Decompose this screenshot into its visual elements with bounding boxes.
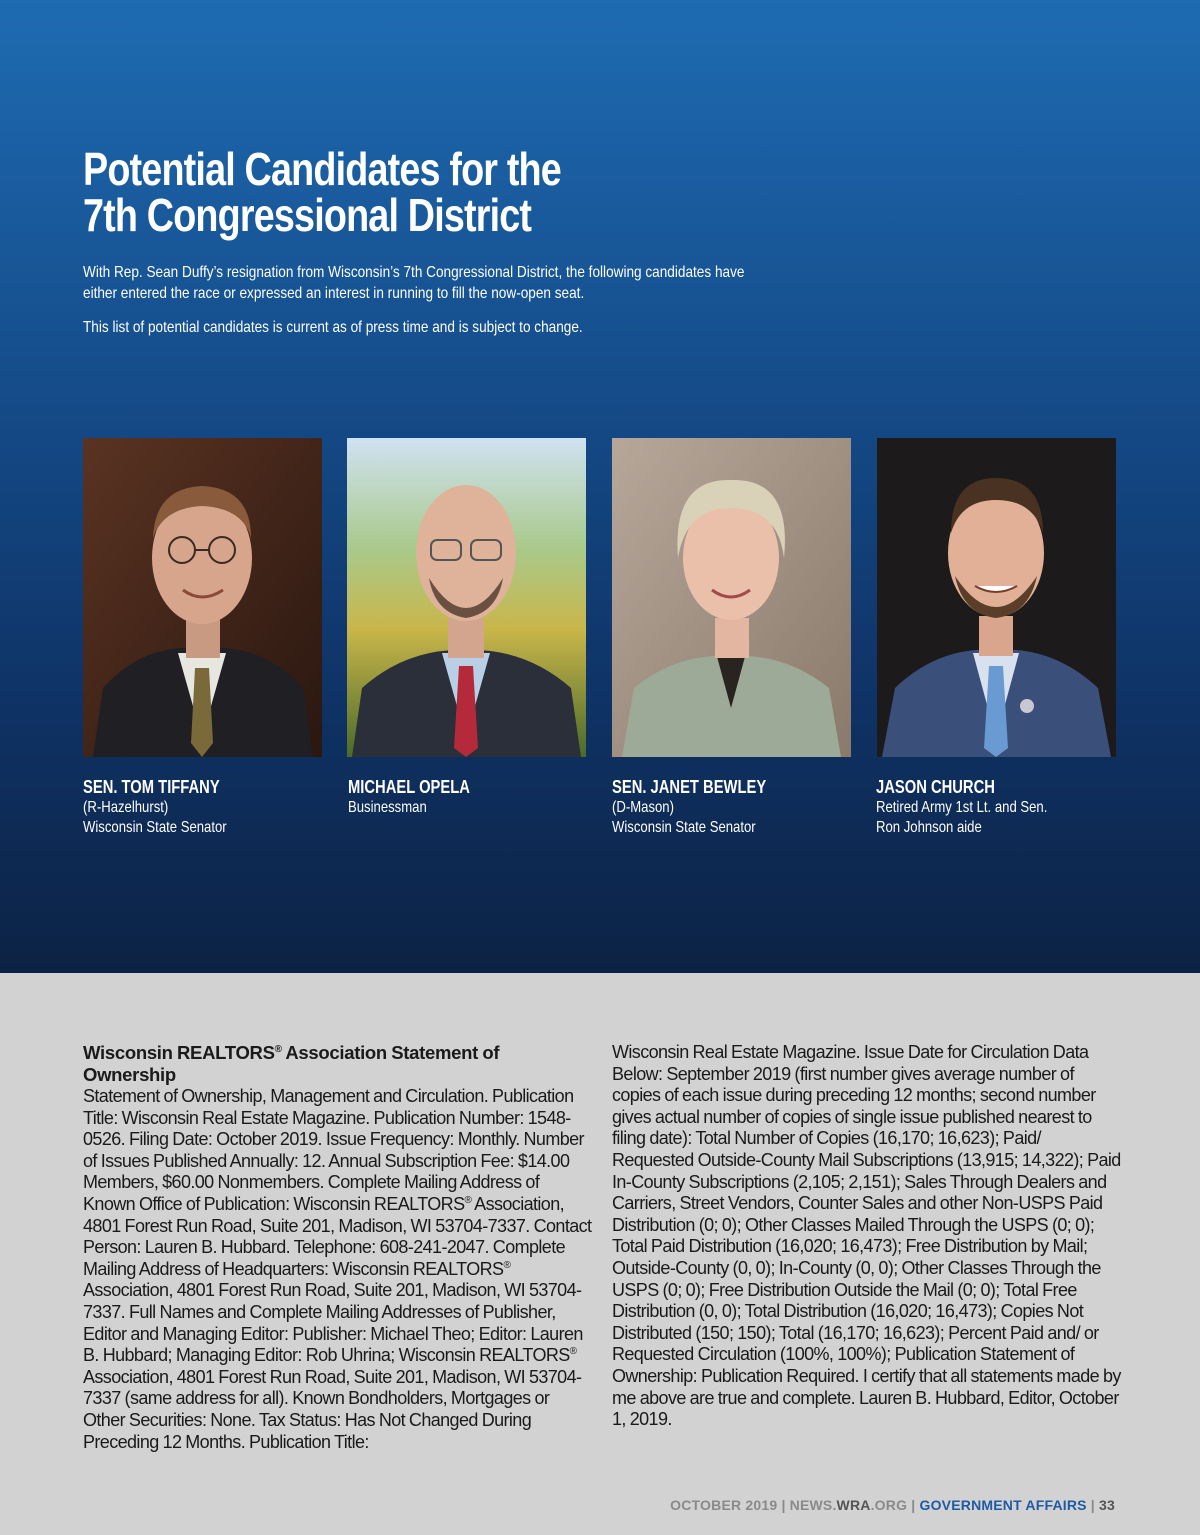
page-footer: OCTOBER 2019 | NEWS.WRA.ORG | GOVERNMENT AFFAIRS | 33 [670,1497,1115,1513]
candidate-name: MICHAEL OPELA [348,777,470,797]
candidate-detail: (R-Hazelhurst) [83,799,169,816]
candidate-photo-bewley [612,438,851,757]
candidate-name: SEN. TOM TIFFANY [83,777,220,797]
candidate-photo-opela [347,438,586,757]
statement-text: Association, 4801 Forest Run Road, Suite 201, Madison, WI 53704-7337. Full Names and Complete Mailing Addresses of Publisher, Editor and Managing Editor: Publisher: Michael Theo; Editor: Lauren B. Hubbard; Managing Editor: Rob Uhrina; Wisconsin REALTORS [83,1280,583,1366]
candidate-detail: Wisconsin State Senator [83,819,227,836]
candidate-detail: Retired Army 1st Lt. and Sen. Ron Johnson aide [876,799,1048,836]
disclaimer-text: This list of potential candidates is current as of press time and is subject to change. [83,319,583,336]
page-title: Potential Candidates for the 7th Congressional District [83,143,561,241]
candidate-caption-bewley [612,776,817,838]
candidate-name: JASON CHURCH [876,777,995,797]
candidate-detail: Businessman [348,799,427,816]
candidate-detail: Wisconsin State Senator [612,819,756,836]
issue-date: OCTOBER 2019 [670,1497,778,1513]
section-name: GOVERNMENT AFFAIRS [919,1497,1087,1513]
candidate-name: SEN. JANET BEWLEY [612,777,767,797]
intro-text: With Rep. Sean Duffy’s resignation from Wisconsin’s 7th Congressional District, the following candidates have either entered the race or expressed an interest in running to fill the now-open seat. [83,264,745,302]
statement-column-right [612,1042,1122,1431]
statement-text: Association, 4801 Forest Run Road, Suite 201, Madison, WI 53704-7337. Contact Person: Lauren B. Hubbard. Telephone: 608-241-2047. Complete Mailing Address of Headquarters: Wisconsin REALTORS [83,1193,592,1279]
statement-column-left: Wisconsin REALTORS® Association Statement of Ownership Statement of Ownership, Management and Circulation. Publication Title: Wisconsin Real Estate Magazine. Publication Number: 1548-0526. Filing Date: October 2019. Issue Frequency: Monthly. Number of Issues Published Annually: 12. Annual Subscription Fee: $14.00 Members, $60.00 Nonmembers. Complete Mailing Address of Known Office of Publication: Wisconsin REALTORS® Association, 4801 Forest Run Road, Suite 201, Madison, WI 53704-7337. Contact Person: Lauren B. Hubbard. Telephone: 608-241-2047. Complete Mailing Address of Headquarters: Wisconsin REALTORS® Association, 4801 Forest Run Road, Suite 201, Madison, WI 53704-7337. Full Names and Complete Mailing Addresses of Publisher, Editor and Managing Editor: Publisher: Michael Theo; Editor: Lauren B. Hubbard; Managing Editor: Rob Uhrina; Wisconsin REALTORS® Association, 4801 Forest Run Road, Suite 201, Madison, WI 53704-7337 (same address for all). Known Bondholders, Mortgages or Other Securities: None. Tax Status: Has Not Changed During Preceding 12 Months. Publication Title: [83,1042,592,1452]
candidate-photo-church [877,438,1116,757]
statement-text: Association, 4801 Forest Run Road, Suite 201, Madison, WI 53704-7337 (same address for all). Known Bondholders, Mortgages or Other Securities: None. Tax Status: Has Not Changed During Preceding 12 Months. Publication Title: [83,1366,582,1452]
statement-text: Wisconsin Real Estate Magazine. Issue Date for Circulation Data Below: September 2019 (first number gives average number of copies of each issue during preceding 12 months; second number gives actual number of copies of single issue published nearest to filing date): Total Number of Copies (16,170; 16,623); Paid/ Requested Outside-County Mail Subscriptions (13,915; 14,322); Paid In-County Subscriptions (2,105; 2,151); Sales Through Dealers and Carriers, Street Vendors, Counter Sales and other Non-USPS Paid Distribution (0; 0); Other Classes Mailed Through the USPS (0; 0); Total Paid Distribution (16,020; 16,473); Free Distribution by Mail; Outside-County (0, 0); In-County (0, 0); Other Classes Through the USPS (0; 0); Free Distribution Outside the Mail (0; 0); Total Free Distribution (0, 0); Total Distribution (16,020; 16,473); Copies Not Distributed (150; 150); Total (16,170; 16,623); Percent Paid and/ or Requested Circulation (100%, 100%); Publication Statement of Ownership: Publication Required. I certify that all statements made by me above are true and complete. Lauren B. Hubbard, Editor, October 1, 2019. [612,1042,1121,1430]
statement-heading: Wisconsin REALTORS® Association Statement of Ownership [83,1042,500,1085]
site-url: NEWS.WRA.ORG [789,1497,908,1513]
candidate-caption-church [876,776,1073,838]
candidate-caption-tiffany [83,776,288,838]
page-number: 33 [1099,1497,1115,1513]
statement-text: Statement of Ownership, Management and Circulation. Publication Title: Wisconsin Real Estate Magazine. Publication Number: 1548-0526. Filing Date: October 2019. Issue Frequency: Monthly. Number of Issues Published Annually: 12. Annual Subscription Fee: $14.00 Members, $60.00 Nonmembers. Complete Mailing Address of Known Office of Publication: Wisconsin REALTORS [83,1086,584,1214]
candidate-photo-tiffany [83,438,322,757]
candidate-detail: (D-Mason) [612,799,674,816]
candidate-caption-opela [348,776,553,818]
